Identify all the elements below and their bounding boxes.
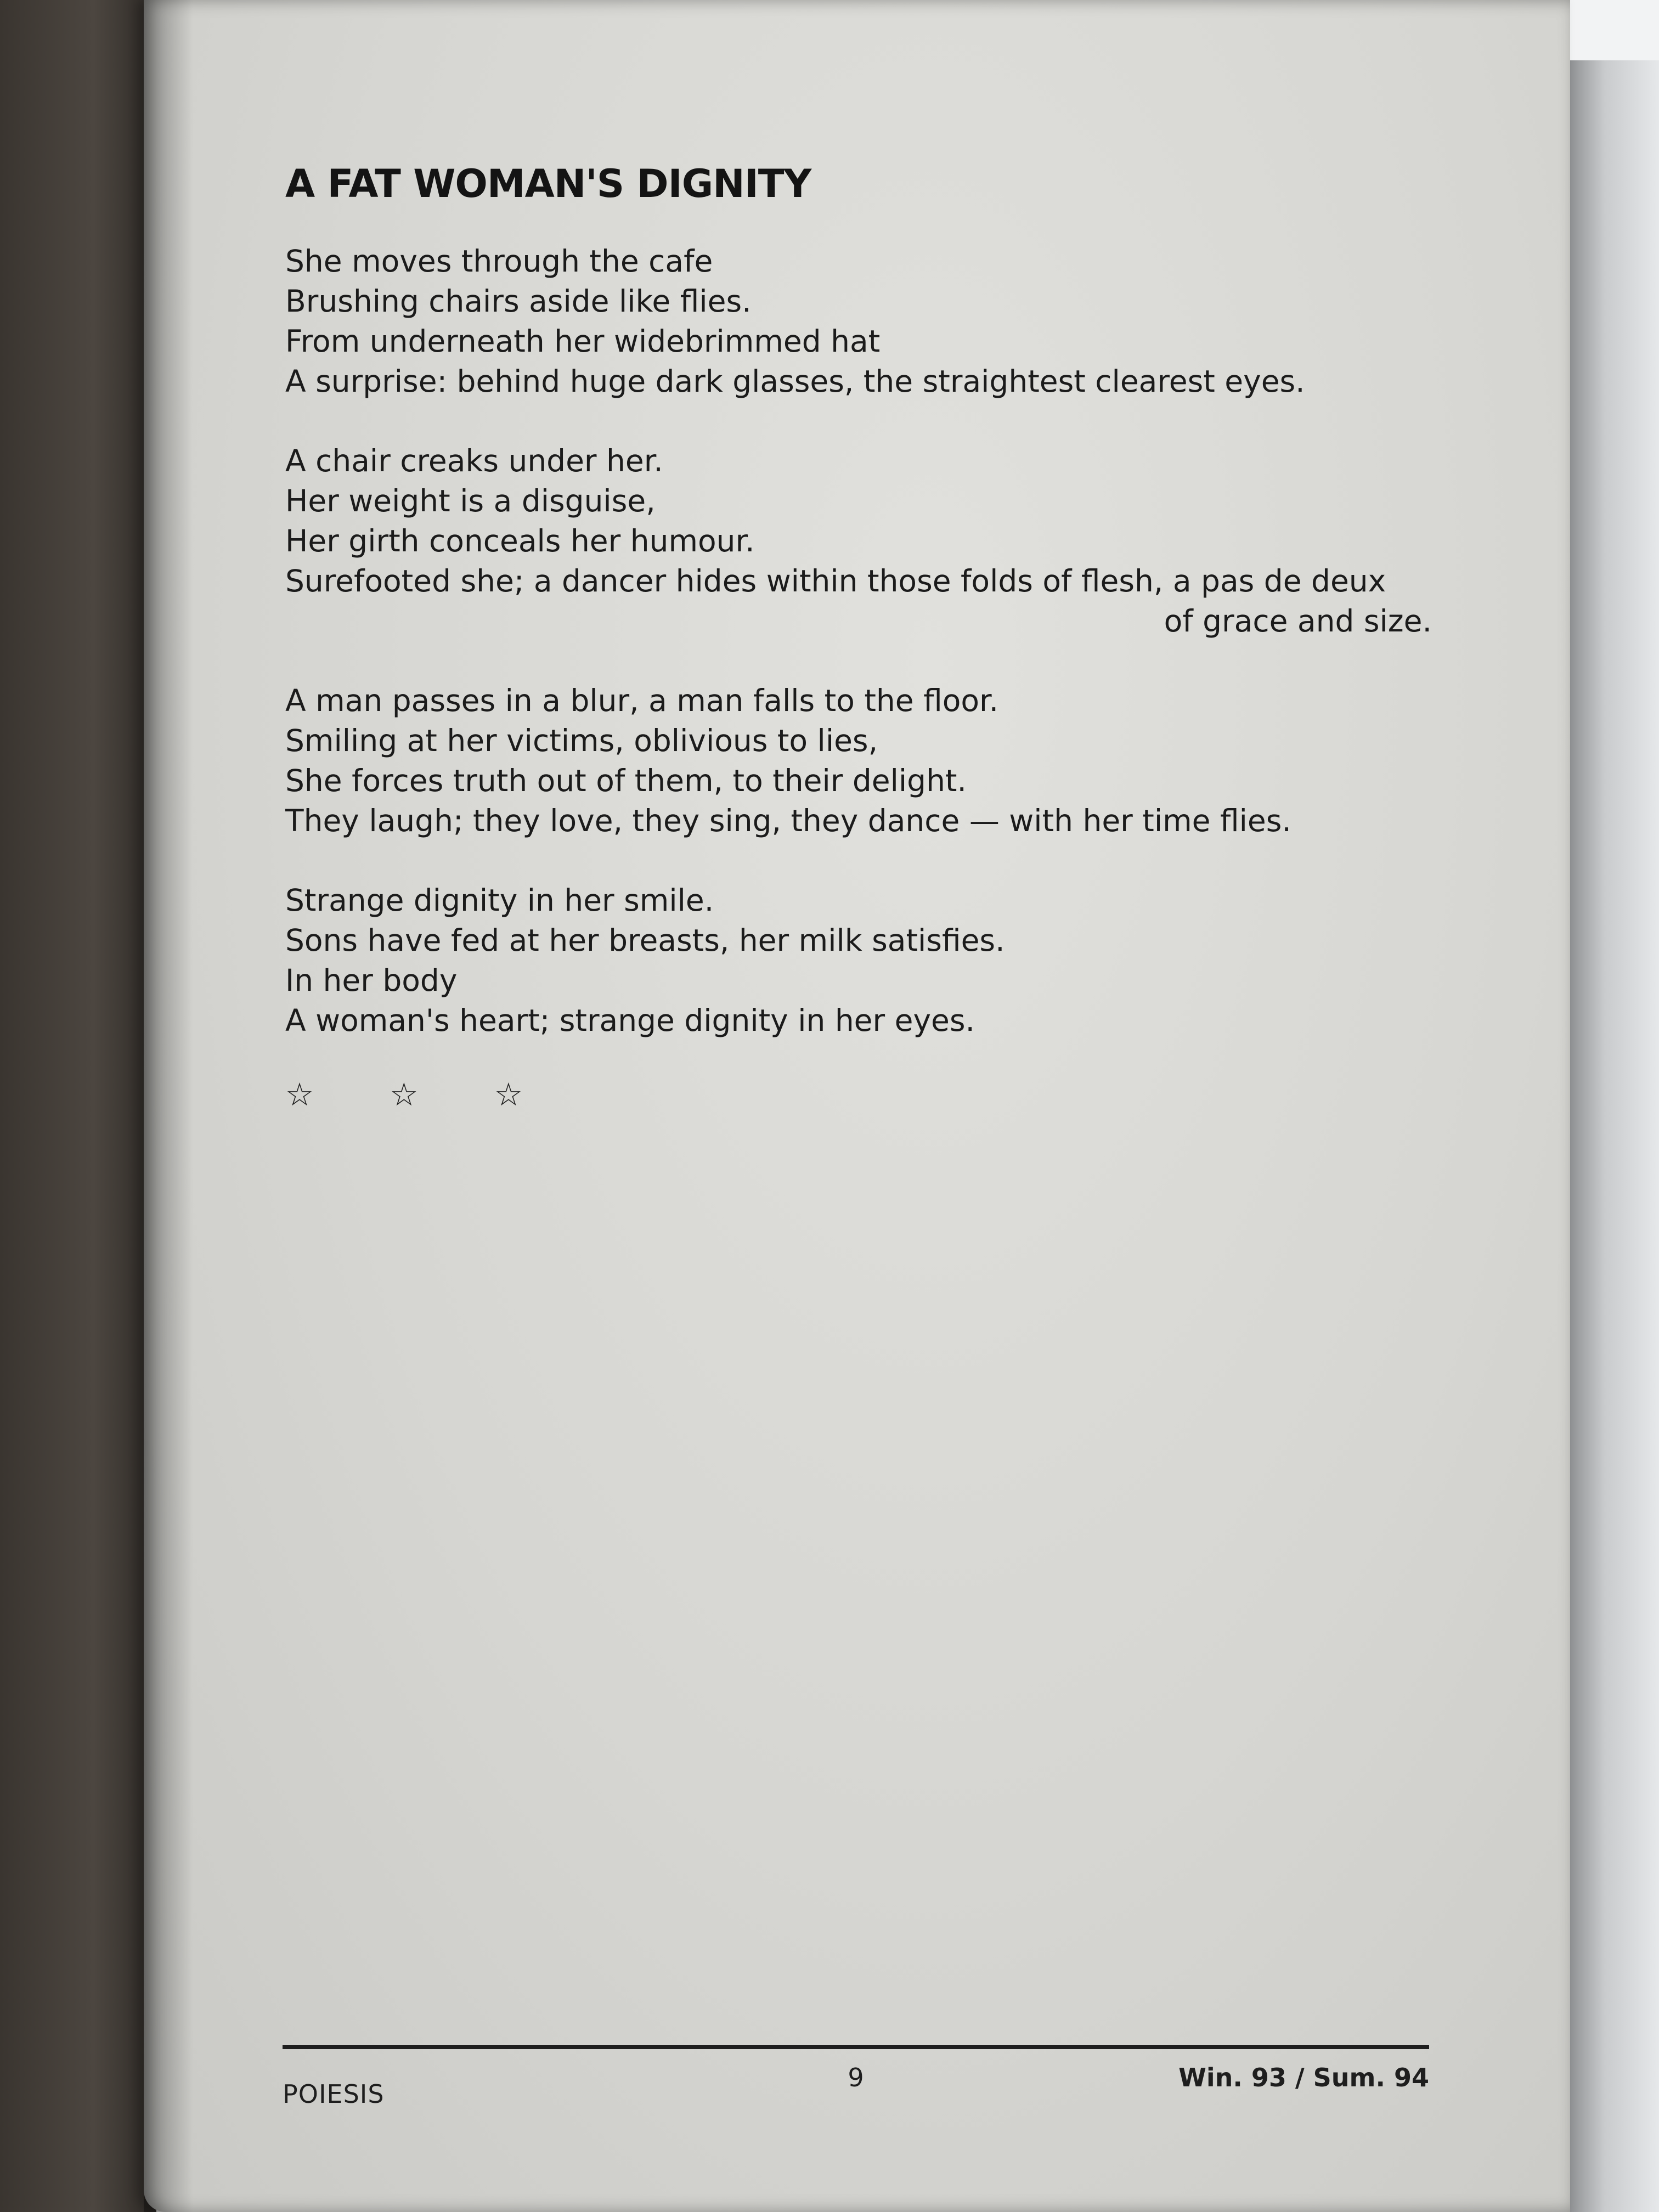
issue-label: Win. 93 / Sum. 94	[1178, 2063, 1429, 2092]
poem-line: A man passes in a blur, a man falls to the floor.	[285, 683, 999, 718]
poem-line-continuation: of grace and size.	[1164, 603, 1432, 639]
poem-line: In her body	[285, 963, 458, 998]
background-surface-light	[1568, 0, 1659, 60]
poem-line: A woman's heart; strange dignity in her eyes.	[285, 1003, 975, 1038]
star-ornament-icon: ☆ ☆ ☆	[285, 1076, 556, 1113]
stanza-4	[285, 881, 1432, 1041]
poem-content	[285, 159, 1432, 1113]
poem-line: Smiling at her victims, oblivious to lies,	[285, 723, 878, 758]
poem-line: Strange dignity in her smile.	[285, 883, 714, 918]
footer-divider	[283, 2045, 1429, 2049]
poem-line: Her girth conceals her humour.	[285, 523, 755, 558]
poem-line: From underneath her widebrimmed hat	[285, 324, 881, 359]
background-surface	[1568, 0, 1659, 2212]
stanza-1	[285, 241, 1432, 402]
poem-line: A surprise: behind huge dark glasses, the straightest clearest eyes.	[285, 364, 1305, 399]
stanza-3	[285, 681, 1432, 841]
poem-line: Her weight is a disguise,	[285, 483, 656, 518]
poem-line: Brushing chairs aside like flies.	[285, 284, 752, 319]
stanza-2	[285, 441, 1432, 641]
poem-line: She forces truth out of them, to their delight.	[285, 763, 967, 798]
journal-name: POIESIS	[283, 2079, 385, 2109]
poem-line: Sons have fed at her breasts, her milk satisfies.	[285, 923, 1005, 958]
poem-line: They laugh; they love, they sing, they dance — with her time flies.	[285, 803, 1291, 838]
poem-line: Surefooted she; a dancer hides within those folds of flesh, a pas de deux	[285, 563, 1386, 599]
poem-body	[285, 241, 1432, 1113]
book-cover-edge	[0, 0, 156, 2212]
poem-line: She moves through the cafe	[285, 244, 713, 279]
page-number: 9	[848, 2063, 864, 2092]
poem-title: A FAT WOMAN'S DIGNITY	[285, 161, 811, 206]
page-footer	[283, 2063, 1429, 2107]
poem-line: A chair creaks under her.	[285, 443, 663, 478]
